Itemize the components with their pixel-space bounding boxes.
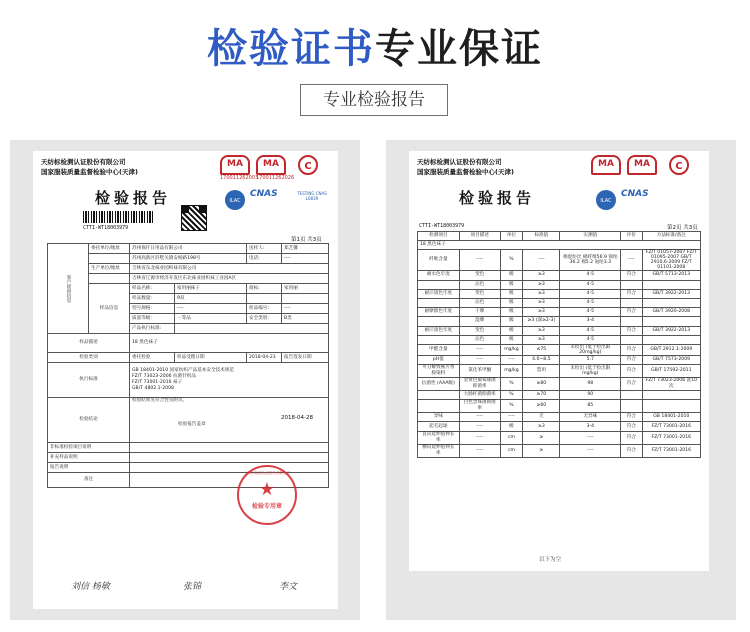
cell-item: 耐摩擦色牢度	[418, 308, 460, 317]
cell-unit: 级	[500, 317, 523, 326]
cell-item: 耐汗渍色牢度	[418, 326, 460, 335]
cell-eval	[621, 280, 642, 289]
cell-method: GB/T 3922-2013	[642, 289, 700, 298]
stamp-line: 检验报告盖章	[178, 422, 206, 427]
cell-desc: 氯化苯甲醚	[459, 365, 500, 378]
cell-eval: 符合	[621, 444, 642, 457]
cell-desc: 沾色	[459, 280, 500, 289]
cell-eval	[621, 335, 642, 344]
cell-method	[642, 317, 700, 326]
cell-value: 3-4	[560, 317, 621, 326]
cell-desc: 大肠杆菌抑菌率	[459, 391, 500, 400]
cell-method	[642, 400, 700, 413]
certification-marks	[220, 155, 330, 221]
table-header-row: 检测项目 项目描述 单位 标准值 实测值 评价 方法标准/备注	[418, 232, 701, 241]
table-row: 吉林省辽源市经济开发区东北袜业园织袜工业园A区	[48, 274, 329, 284]
cell-desc: ----	[459, 431, 500, 444]
table-row	[418, 400, 701, 413]
table-row: 检验类别 委托检验 样品受理日期 2018-04-23 报告签发日期	[48, 353, 329, 363]
cell-std: 无	[523, 413, 560, 422]
table-row	[418, 413, 701, 422]
cell-value: 4-5	[560, 308, 621, 317]
cell-item: 耐水色牢度	[418, 271, 460, 280]
table-row	[418, 444, 701, 457]
table-row: 生产单位/地址 吉林省东北袜业园织袜有限公司	[48, 264, 329, 274]
cnas-icon: CNAS	[621, 189, 649, 199]
cnas-label: CNAS	[250, 189, 278, 199]
signature-2: 张锦	[183, 582, 202, 592]
cell-std: ≥3	[523, 289, 560, 298]
cell-item: 异味	[418, 413, 460, 422]
svg-text:ILAC: ILAC	[229, 198, 241, 204]
barcode-icon	[83, 211, 153, 223]
cell-method: GB/T 7573-2009	[642, 355, 700, 364]
cell-std: ≥3	[523, 335, 560, 344]
cell-item: pH值	[418, 355, 460, 364]
ma-mark-icon: MA	[627, 155, 657, 175]
cell-unit: %	[500, 400, 523, 413]
cell-unit: %	[500, 378, 523, 391]
cell-unit: 级	[500, 289, 523, 298]
certification-marks	[591, 155, 701, 221]
cell-unit: mg/kg	[500, 344, 523, 355]
table-row: 苏州高新区浒墅关镇安杨路198号 电话: ----	[48, 254, 329, 264]
table-row: 质量等级: 一等品 安全类别: B类	[48, 314, 329, 324]
cell-item: 耐汗渍色牢度	[418, 289, 460, 298]
cell-unit: 级	[500, 280, 523, 289]
table-row	[418, 365, 701, 378]
svg-text:C: C	[304, 161, 312, 172]
cell-std: ----	[523, 250, 560, 271]
cell-eval: 符合	[621, 422, 642, 431]
cell-value: 4-5	[560, 289, 621, 298]
cell-method: FZ/T 73023-2006 洗10次	[642, 378, 700, 391]
cell-value: 4-5	[560, 271, 621, 280]
cell-item	[418, 298, 460, 307]
table-row	[418, 431, 701, 444]
cell-std: ≥80	[523, 378, 560, 391]
table-row	[418, 335, 701, 344]
cell-desc: 变色	[459, 326, 500, 335]
cell-method: FZ/T 73001-2016	[642, 444, 700, 457]
cell-unit: 级	[500, 271, 523, 280]
cell-method: GB/T 2912.1-2009	[642, 344, 700, 355]
standards-list: GB 18401-2010 国家纺织产品基本安全技术规范 FZ/T 73023-2006 抗菌针织品 FZ/T 73001-2016 袜子 GB/T 4802.1-2008	[130, 363, 329, 398]
cell-value: 4-5	[560, 280, 621, 289]
report-panel-page2	[386, 140, 736, 620]
table-row: 样品描述 18 黑色袜子	[48, 334, 329, 353]
ma-mark-icon: MA	[591, 155, 621, 175]
cell-eval: 符合	[621, 413, 642, 422]
cell-desc: 干摩	[459, 308, 500, 317]
table-row	[418, 308, 701, 317]
report-title: 检验报告	[459, 189, 536, 207]
cell-desc: ----	[459, 250, 500, 271]
cell-unit: ----	[500, 413, 523, 422]
cell-method: FZ/T 73001-2016	[642, 431, 700, 444]
cell-std: 4.0~8.5	[523, 355, 560, 364]
cell-value: 85	[560, 400, 621, 413]
cell-eval: ----	[621, 250, 642, 271]
cell-unit: 级	[500, 326, 523, 335]
table-row: 检验结论 检验结果见符合性见附页。 检验报告盖章	[48, 398, 329, 443]
table-row	[418, 250, 701, 271]
cell-eval	[621, 298, 642, 307]
table-row: 样品数量: 9双	[48, 294, 329, 304]
table-row: 报告说明	[48, 463, 329, 473]
cell-unit: cm	[500, 444, 523, 457]
ma-mark-icon: MA 170011262003	[220, 155, 258, 181]
report-sheet-page2	[409, 151, 709, 571]
table-row: 非标准检验项目说明	[48, 443, 329, 453]
cell-desc: 沾色	[459, 298, 500, 307]
report-info-table	[47, 243, 329, 488]
cell-desc: 变色	[459, 271, 500, 280]
cell-eval: 符合	[621, 344, 642, 355]
cell-desc: ----	[459, 413, 500, 422]
inspection-stamp-icon: 天纺标检测认证股份有限公司 ★ 检验专用章	[237, 465, 297, 525]
page-number: 第1页 共3页	[291, 237, 322, 243]
cell-method	[642, 298, 700, 307]
cal-mark-icon	[296, 155, 320, 177]
table-row: 样品信息 样品名称: 家用丽袜子 商标: 家用丽	[48, 284, 329, 294]
cell-item: 纤维含量	[418, 250, 460, 271]
report-panel-page1	[10, 140, 360, 620]
sample-info-label: 样品信息	[89, 284, 130, 334]
cell-unit: mg/kg	[500, 365, 523, 378]
ilac-mra-icon	[595, 189, 617, 213]
cell-std: ≥3 (深≥2-3)	[523, 317, 560, 326]
report-sheet-page1	[33, 151, 338, 609]
cell-item: 横向延伸值伸长率	[418, 444, 460, 457]
cell-value: 3-4	[560, 422, 621, 431]
cell-std: ≥60	[523, 400, 560, 413]
cell-desc: 沾色	[459, 335, 500, 344]
cell-value: 无异味	[560, 413, 621, 422]
qr-code-icon	[181, 205, 207, 231]
cell-std: ≥3	[523, 271, 560, 280]
table-row	[418, 317, 701, 326]
cell-desc: 白色念珠菌抑菌率	[459, 400, 500, 413]
cell-desc: 变色	[459, 289, 500, 298]
table-row: 客户提供信息 委托单位/地址 苏州保仟日用品有限公司 送样人: 郑艺馨	[48, 244, 329, 254]
cell-desc: ----	[459, 355, 500, 364]
table-row: 产品执行标准:	[48, 324, 329, 334]
table-row	[418, 355, 701, 364]
issuer-name: 天纺标检测认证股份有限公司 国家服装质量监督检验中心(天津)	[417, 158, 514, 176]
cell-std: 禁用	[523, 365, 560, 378]
cell-value: 4-5	[560, 326, 621, 335]
cell-value: ----	[560, 431, 621, 444]
signature-1: 刘信 杨敏	[71, 582, 110, 592]
cell-item	[418, 400, 460, 413]
cell-method	[642, 391, 700, 400]
page-number: 第2页 共3页	[667, 225, 698, 231]
cell-value: 98	[560, 378, 621, 391]
cell-item: 甲醛含量	[418, 344, 460, 355]
cnas-icon	[250, 189, 278, 199]
subtitle-box: 专业检验报告	[300, 84, 448, 116]
cell-item: 直向延伸值伸长率	[418, 431, 460, 444]
ma-code-1: 170011262003	[220, 175, 259, 181]
svg-text:ILAC: ILAC	[600, 198, 612, 204]
cal-mark-icon	[667, 155, 691, 177]
cell-method: GB/T 3920-2008	[642, 308, 700, 317]
cell-std: ≥3	[523, 308, 560, 317]
cell-desc: 湿摩	[459, 317, 500, 326]
end-of-results: 以下为空	[539, 557, 562, 563]
cell-std: ≤75	[523, 344, 560, 355]
cell-method: FZ/T 73001-2016	[642, 422, 700, 431]
cell-eval: 符合	[621, 271, 642, 280]
cell-item	[418, 391, 460, 400]
cell-eval: 符合	[621, 308, 642, 317]
cell-desc: 金黄色葡萄球菌抑菌率	[459, 378, 500, 391]
cell-eval	[621, 317, 642, 326]
ma-code-2: 170011262026	[256, 175, 295, 181]
cell-value: 5.7	[560, 355, 621, 364]
report-title: 检验报告	[95, 189, 172, 207]
cell-item	[418, 317, 460, 326]
client-info-side-label: 客户提供信息	[48, 244, 89, 334]
cell-eval: 符合	[621, 431, 642, 444]
cell-unit: 级	[500, 422, 523, 431]
cell-method: GB 18401-2010	[642, 413, 700, 422]
results-table	[417, 231, 701, 458]
cell-method: GB/T 5713-2013	[642, 271, 700, 280]
cell-eval: 符合	[621, 378, 642, 391]
cell-method: FZ/T 01057-2007 FZ/T 01095-2007 GB/T 2910.6-2009 FZ/T 01101-2008	[642, 250, 700, 271]
table-row	[418, 326, 701, 335]
cell-item: 可分解致癌芳香胺染料	[418, 365, 460, 378]
cell-std: ≥	[523, 444, 560, 457]
cell-method	[642, 335, 700, 344]
table-row	[418, 378, 701, 391]
table-row	[418, 422, 701, 431]
cell-unit: ----	[500, 355, 523, 364]
table-row	[418, 280, 701, 289]
report-code: CTTI-WT18003979	[83, 225, 129, 231]
table-row	[418, 391, 701, 400]
cell-std: ≥70	[523, 391, 560, 400]
ilac-mra-icon	[224, 189, 246, 213]
issuer-line-2: 国家服装质量监督检验中心(天津)	[41, 168, 138, 176]
cell-eval: 符合	[621, 326, 642, 335]
cell-eval	[621, 400, 642, 413]
page-headline	[0, 26, 750, 72]
cell-desc: ----	[459, 422, 500, 431]
cell-value: 4-5	[560, 298, 621, 307]
cell-item	[418, 335, 460, 344]
cell-value: 未检出 (低于检出限mg/kg)	[560, 365, 621, 378]
cell-unit: %	[500, 391, 523, 400]
cell-std: ≥3	[523, 422, 560, 431]
cell-eval: 符合	[621, 355, 642, 364]
cell-value: ----	[560, 444, 621, 457]
issue-date: 2018-04-28	[281, 415, 313, 421]
cell-method	[642, 280, 700, 289]
cell-item: 抗菌性 (AAA级)	[418, 378, 460, 391]
cell-value: 棉混纺比 棉纤维56.9 锦纶36.2 棉5.2 氨纶3.3	[560, 250, 621, 271]
ma-mark-icon: MA 170011262026	[256, 155, 294, 181]
table-row: 执行标准 GB 18401-2010 国家纺织产品基本安全技术规范 FZ/T 73023-2006 抗菌针织品 FZ/T 73001-2016 袜子 GB/T 4802.1-2008	[48, 363, 329, 398]
cell-item	[418, 280, 460, 289]
cell-desc: ----	[459, 344, 500, 355]
cell-std: ≥	[523, 431, 560, 444]
cell-item: 起毛起球	[418, 422, 460, 431]
table-row: 18 黑色袜子	[418, 241, 701, 250]
headline-dark: 专业保证	[375, 26, 543, 72]
table-row	[418, 344, 701, 355]
report-code: CTTI-WT18003979	[419, 223, 465, 229]
table-row: 备注	[48, 473, 329, 488]
svg-text:C: C	[675, 161, 683, 172]
cell-method: GB/T 3922-2013	[642, 326, 700, 335]
cell-unit: 级	[500, 335, 523, 344]
cell-std: ≥3	[523, 326, 560, 335]
cell-eval	[621, 391, 642, 400]
cell-method: GB/T 17592-2011	[642, 365, 700, 378]
cell-eval: 符合	[621, 289, 642, 298]
cell-value: 未检出 (低于检出限20mg/kg)	[560, 344, 621, 355]
cell-desc: ----	[459, 444, 500, 457]
cell-unit: 级	[500, 308, 523, 317]
cell-unit: %	[500, 250, 523, 271]
cell-value: 4-5	[560, 335, 621, 344]
table-row: 补充样品说明	[48, 453, 329, 463]
table-row: 型号规格: ---- 样品编号: ----	[48, 304, 329, 314]
conclusion-text: 检验结果见符合性见附页。	[132, 398, 188, 403]
table-row	[418, 289, 701, 298]
cell-std: ≥3	[523, 280, 560, 289]
issuer-line-1: 天纺标检测认证股份有限公司	[41, 158, 126, 166]
cell-std: ≥3	[523, 298, 560, 307]
cnas-caption: TESTING CNAS L0839	[297, 191, 327, 201]
cell-unit: 级	[500, 298, 523, 307]
issuer-name	[41, 157, 138, 177]
cell-eval: 符合	[621, 365, 642, 378]
cell-unit: cm	[500, 431, 523, 444]
table-row	[418, 298, 701, 307]
cell-value: 90	[560, 391, 621, 400]
signature-3: 李文	[279, 582, 298, 592]
table-row	[418, 271, 701, 280]
headline-blue: 检验证书	[207, 26, 375, 72]
